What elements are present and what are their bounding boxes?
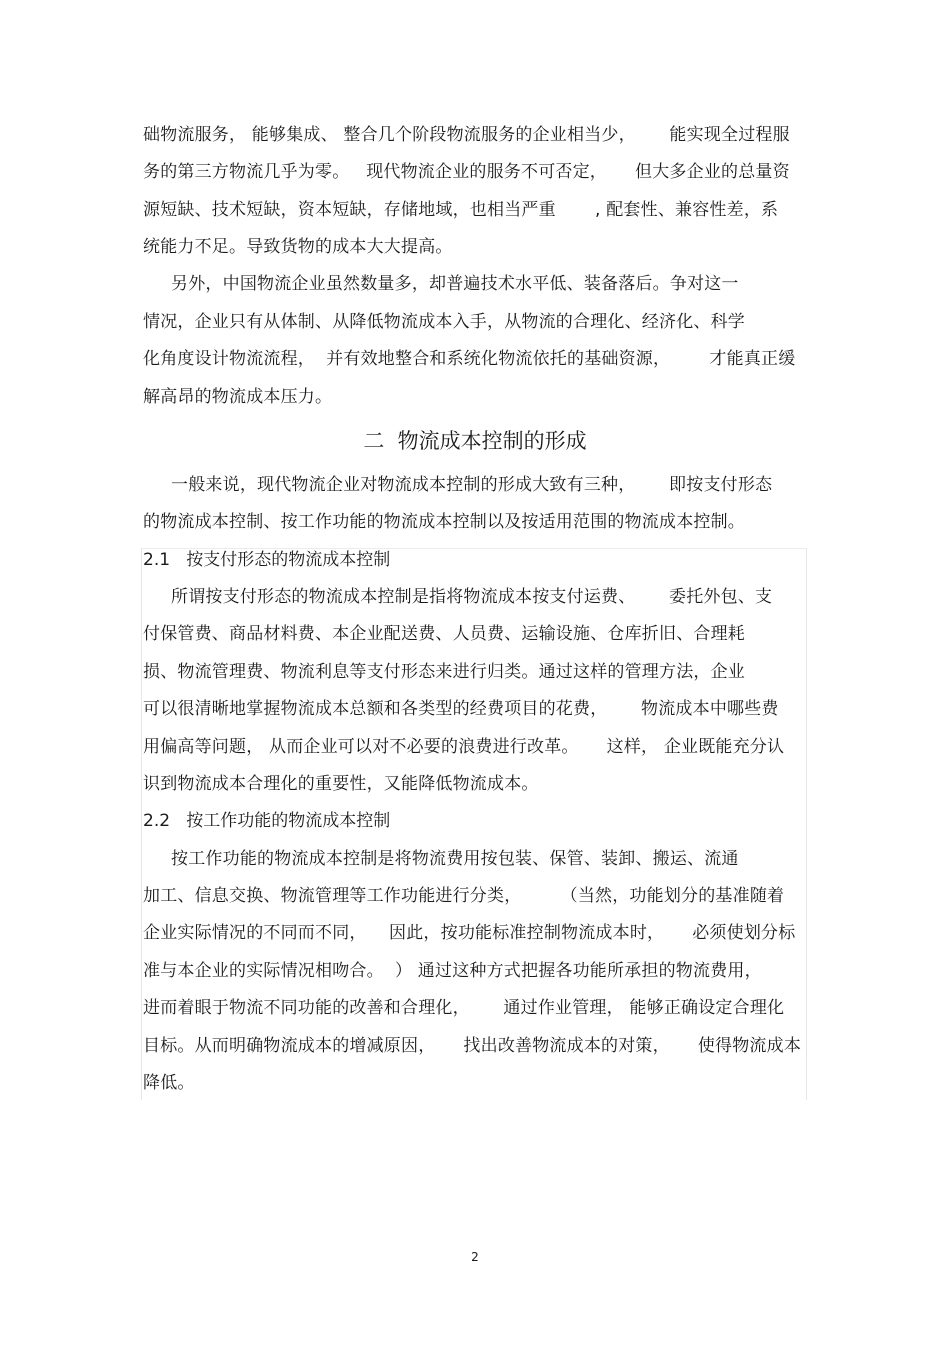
page-number: 2 bbox=[471, 1250, 479, 1264]
paragraph-line: 源短缺、技术短缺，资本短缺，存储地域，也相当严重 , 配套性、兼容性差，系 bbox=[143, 200, 779, 220]
paragraph-line: 一般来说，现代物流企业对物流成本控制的形成大致有三种， 即按支付形态 bbox=[143, 475, 773, 495]
paragraph-line: 解高昂的物流成本压力。 bbox=[143, 387, 333, 407]
paragraph-line: 统能力不足。导致货物的成本大大提高。 bbox=[143, 237, 453, 257]
paragraph-line: 付保管费、商品材料费、本企业配送费、人员费、运输设施、仓库折旧、合理耗 bbox=[143, 624, 745, 644]
paragraph-line: 础物流服务， 能够集成、 整合几个阶段物流服务的企业相当少， 能实现全过程服 bbox=[143, 125, 790, 145]
subsection-heading: 2.1 按支付形态的物流成本控制 bbox=[143, 550, 391, 570]
paragraph-line: 可以很清晰地掌握物流成本总额和各类型的经费项目的花费， 物流成本中哪些费 bbox=[143, 699, 779, 719]
paragraph-line: 所谓按支付形态的物流成本控制是指将物流成本按支付运费、 委托外包、支 bbox=[143, 587, 773, 607]
paragraph-line: 降低。 bbox=[143, 1073, 195, 1093]
paragraph-line: 加工、信息交换、物流管理等工作功能进行分类， （当然，功能划分的基准随着 bbox=[143, 886, 785, 906]
subsection-heading: 2.2 按工作功能的物流成本控制 bbox=[143, 811, 391, 831]
frame-border-right bbox=[806, 548, 807, 1100]
paragraph-line: 化角度设计物流流程， 并有效地整合和系统化物流依托的基础资源， 才能真正缓 bbox=[143, 349, 796, 369]
paragraph-line: 企业实际情况的不同而不同， 因此，按功能标准控制物流成本时， 必须使划分标 bbox=[143, 923, 796, 943]
paragraph-line: 情况，企业只有从体制、从降低物流成本入手，从物流的合理化、经济化、科学 bbox=[143, 312, 745, 332]
section-heading: 二 物流成本控制的形成 bbox=[363, 429, 587, 453]
paragraph-line: 另外，中国物流企业虽然数量多，却普遍技术水平低、装备落后。争对这一 bbox=[143, 274, 739, 294]
paragraph-line: 按工作功能的物流成本控制是将物流费用按包装、保管、装卸、搬运、流通 bbox=[143, 849, 739, 869]
paragraph-line: 损、物流管理费、物流利息等支付形态来进行归类。通过这样的管理方法，企业 bbox=[143, 662, 745, 682]
paragraph-line: 准与本企业的实际情况相吻合。 ） 通过这种方式把握各功能所承担的物流费用， bbox=[143, 961, 762, 981]
paragraph-line: 进而着眼于物流不同功能的改善和合理化， 通过作业管理， 能够正确设定合理化 bbox=[143, 998, 785, 1018]
paragraph-line: 务的第三方物流几乎为零。 现代物流企业的服务不可否定， 但大多企业的总量资 bbox=[143, 162, 790, 182]
paragraph-line: 的物流成本控制、按工作功能的物流成本控制以及按适用范围的物流成本控制。 bbox=[143, 512, 745, 532]
paragraph-line: 识到物流成本合理化的重要性，又能降低物流成本。 bbox=[143, 774, 539, 794]
paragraph-line: 用偏高等问题， 从而企业可以对不必要的浪费进行改革。 这样， 企业既能充分认 bbox=[143, 737, 785, 757]
frame-border-left bbox=[141, 548, 142, 1100]
paragraph-line: 目标。从而明确物流成本的增减原因， 找出改善物流成本的对策， 使得物流成本 bbox=[143, 1036, 802, 1056]
